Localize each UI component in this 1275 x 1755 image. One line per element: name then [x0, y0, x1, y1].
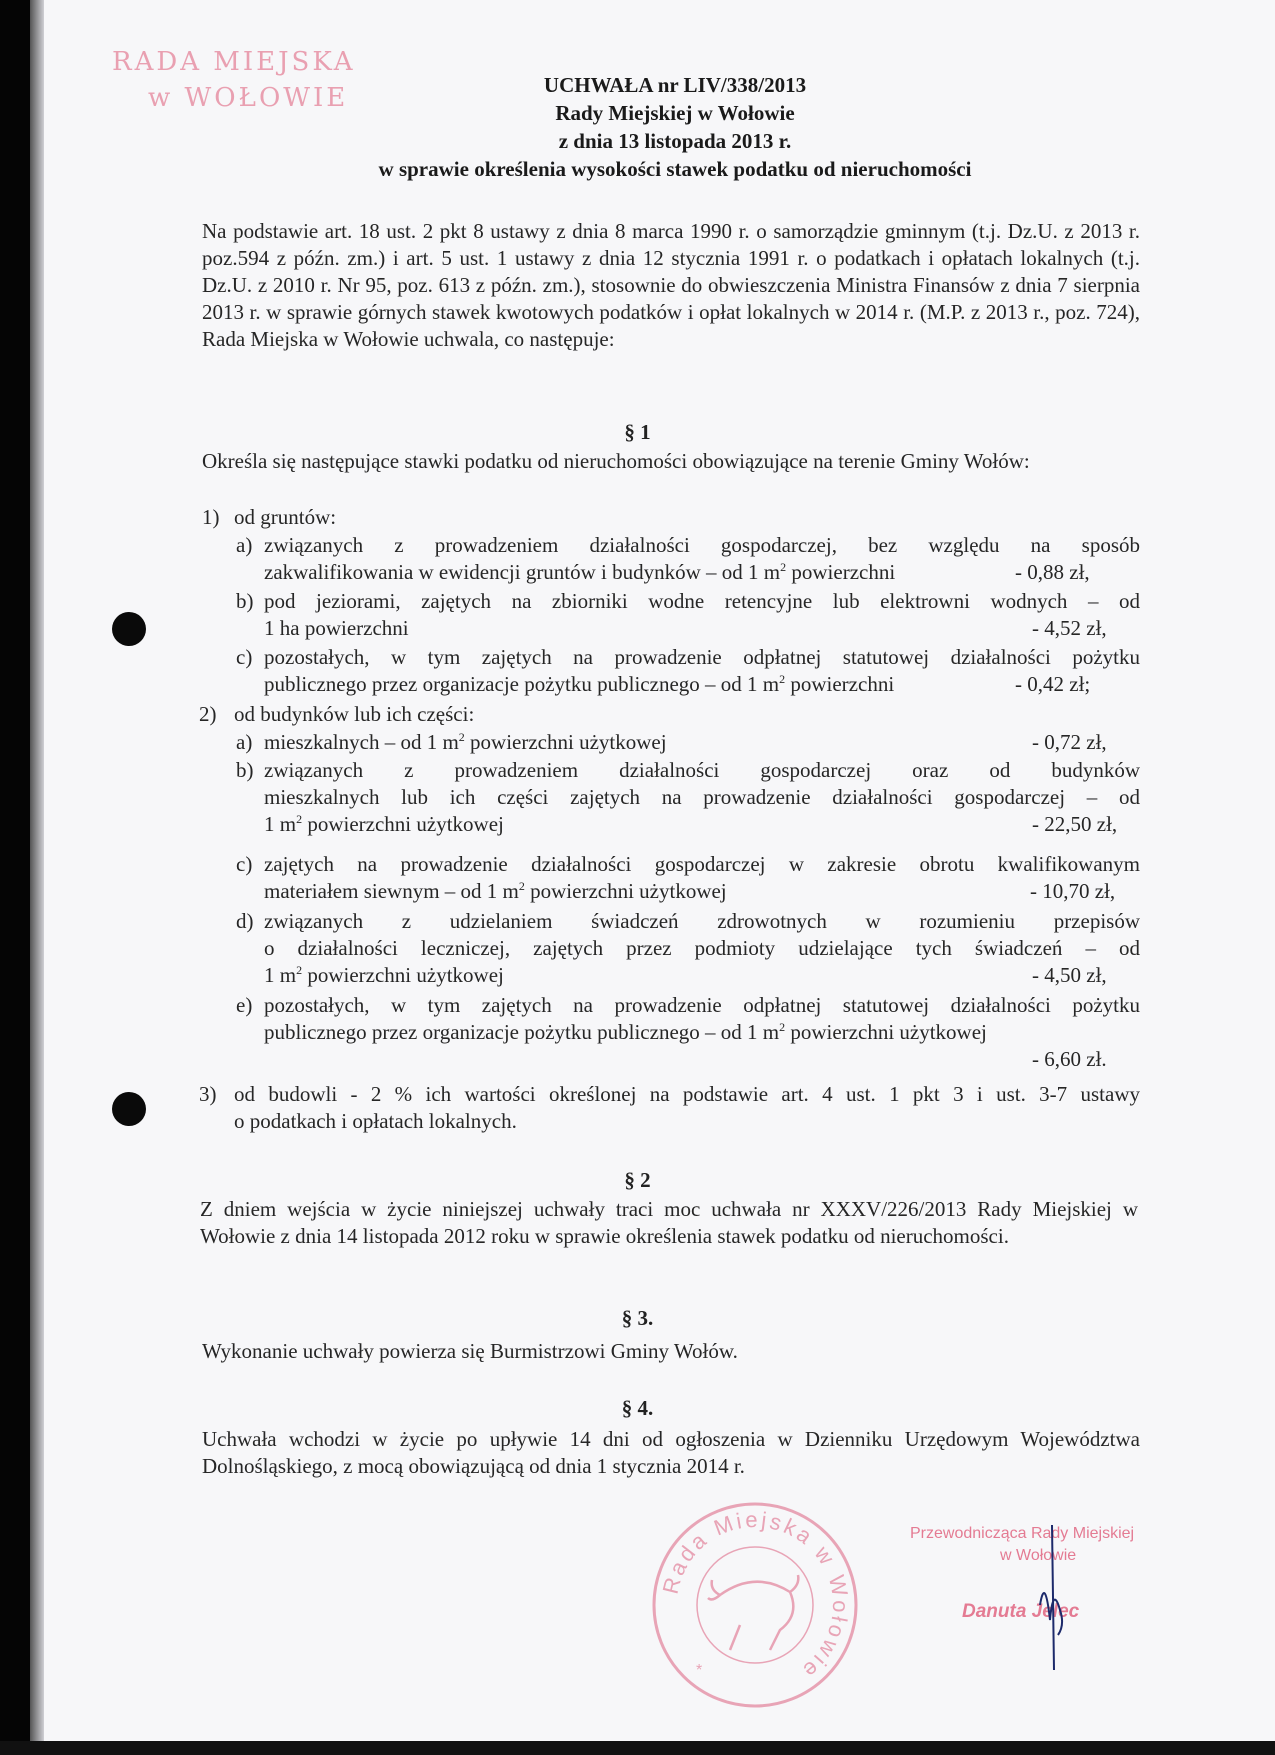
item-2c-line-1: zajętych na prowadzenie działalności gospodarczej w zakresie obrotu kwalifikowanym — [264, 852, 1140, 876]
item-2e-letter: e) — [236, 993, 253, 1017]
rate-2c-amount: - 10,70 zł, — [1030, 879, 1116, 903]
item-1c-letter: c) — [236, 645, 253, 669]
section-4-title: § 4. — [621, 1396, 654, 1420]
signature-place: w Wołowie — [1000, 1547, 1077, 1564]
item-2b-line-3: 1 $m^2$ powierzchni użytkowej — [264, 812, 504, 836]
item-1b-line-2: 1 ha powierzchni — [264, 616, 409, 640]
item-2b-letter: b) — [236, 758, 254, 782]
item-2b-line-2: mieszkalnych lub ich części zajętych na prowadzenie działalności gospodarczej – od — [264, 785, 1140, 809]
resolution-issuer: Rady Miejskiej w Wołowie — [555, 101, 795, 125]
section-2-title: § 2 — [624, 1168, 651, 1192]
item-2-label: od budynków lub ich części: — [234, 702, 475, 726]
section-3-text: Wykonanie uchwały powierza się Burmistrzowi Gminy Wołów. — [202, 1339, 738, 1363]
round-seal-icon — [650, 1500, 860, 1710]
item-1a-line-2: zakwalifikowania w ewidencji gruntów i budynków – od 1 $m^2$ powierzchni — [264, 560, 896, 584]
resolution-date: z dnia 13 listopada 2013 r. — [558, 129, 792, 153]
scan-edge-bottom — [0, 1741, 1275, 1755]
item-2e-line-1: pozostałych, w tym zajętych na prowadzenie odpłatnej statutowej działalności pożytku — [264, 993, 1140, 1017]
punch-hole-icon — [112, 1092, 146, 1126]
handwritten-signature-icon — [1020, 1525, 1080, 1675]
seal-text: Rada Miejska w Wołowie — [657, 1506, 854, 1685]
item-1a-line-1: związanych z prowadzeniem działalności gospodarczej, bez względu na sposób — [264, 533, 1140, 557]
item-3-line-2: o podatkach i opłatach lokalnych. — [234, 1109, 517, 1133]
section-4-text: Uchwała wchodzi w życie po upływie 14 dni od ogłoszenia w Dzienniku Urzędowym Województwa Dolnośląskiego, z mocą obowiązującą od dnia 1 stycznia 2014 r. — [202, 1427, 1140, 1478]
preamble: Na podstawie art. 18 ust. 2 pkt 8 ustawy z dnia 8 marca 1990 r. o samorządzie gminnym (t.j. Dz.U. z 2013 r. poz.594 z późn. zm.) i art. 5 ust. 1 ustawy z dnia 12 stycznia 1991 r. o podatkach i opłatach lokalnych (t.j. Dz.U. z 2010 r. Nr 95, poz. 613 z późn. zm.), stosownie do obwieszczenia Ministra Finansów z dnia 7 sierpnia 2013 r. w sprawie górnych stawek kwotowych podatków i opłat lokalnych w 2014 r. (M.P. z 2013 r., poz. 724), Rada Miejska w Wołowie uchwala, co następuje: — [202, 219, 1140, 351]
item-3-line-1: od budowli - 2 % ich wartości określonej na podstawie art. 4 ust. 1 pkt 3 i ust. 3-7 ustawy — [234, 1082, 1140, 1106]
section-1-intro: Określa się następujące stawki podatku od nieruchomości obowiązujące na terenie Gminy Wołów: — [202, 449, 1030, 473]
rate-1c-amount: - 0,42 zł; — [1015, 672, 1091, 696]
item-2d-line-2: o działalności leczniczej, zajętych przez podmioty udzielające tych świadczeń – od — [264, 936, 1140, 960]
item-1a-letter: a) — [236, 533, 253, 557]
item-2a-line-1: mieszkalnych – od 1 $m^2$ powierzchni użytkowej — [264, 730, 667, 754]
item-3-number: 3) — [199, 1082, 217, 1106]
rate-2d-amount: - 4,50 zł, — [1032, 963, 1107, 987]
item-2e-line-2: publicznego przez organizacje pożytku publicznego – od 1 $m^2$ powierzchni użytkowej — [264, 1020, 987, 1044]
ox-emblem-icon — [708, 1575, 798, 1650]
stamp-line-1: RADA MIEJSKA — [112, 47, 356, 77]
item-2c-line-2: materiałem siewnym – od 1 $m^2$ powierzchni użytkowej — [264, 879, 727, 903]
item-2a-letter: a) — [236, 730, 253, 754]
item-1b-letter: b) — [236, 589, 254, 613]
section-3-title: § 3. — [621, 1306, 654, 1330]
item-2c-letter: c) — [236, 852, 253, 876]
item-1c-line-2: publicznego przez organizacje pożytku publicznego – od 1 $m^2$ powierzchni — [264, 672, 895, 696]
item-1c-line-1: pozostałych, w tym zajętych na prowadzenie odpłatnej statutowej działalności pożytku — [264, 645, 1140, 669]
rate-2e-amount: - 6,60 zł. — [1032, 1047, 1107, 1071]
signature-title: Przewodnicząca Rady Miejskiej — [910, 1525, 1135, 1542]
resolution-heading — [270, 71, 1080, 183]
item-2d-line-1: związanych z udzielaniem świadczeń zdrowotnych w rozumieniu przepisów — [264, 909, 1140, 933]
item-2b-line-1: związanych z prowadzeniem działalności gospodarczej oraz od budynków — [264, 758, 1140, 782]
resolution-number: UCHWAŁA nr LIV/338/2013 — [543, 73, 807, 97]
item-2d-letter: d) — [236, 909, 254, 933]
item-1-label: od gruntów: — [234, 505, 337, 529]
item-2-number: 2) — [199, 702, 217, 726]
punch-hole-icon — [112, 612, 146, 646]
item-2d-line-3: 1 $m^2$ powierzchni użytkowej — [264, 963, 504, 987]
rate-2a-amount: - 0,72 zł, — [1032, 730, 1107, 754]
section-2-text: Z dniem wejścia w życie niniejszej uchwały traci moc uchwała nr XXXV/226/2013 Rady Miejskiej w Wołowie z dnia 14 listopada 2012 roku w sprawie określenia stawek podatku od nieruchomości. — [200, 1197, 1138, 1248]
scan-edge-left — [0, 0, 30, 1755]
seal-star-icon: * — [696, 1662, 703, 1679]
item-1-number: 1) — [202, 505, 220, 529]
signature-name: Danuta Jelec — [962, 1601, 1080, 1622]
item-1b-line-1: pod jeziorami, zajętych na zbiorniki wodne retencyjne lub elektrowni wodnych – od — [264, 589, 1140, 613]
stamp-line-2: w WOŁOWIE — [148, 83, 349, 113]
resolution-subject: w sprawie określenia wysokości stawek podatku od nieruchomości — [378, 157, 972, 181]
rate-2b-amount: - 22,50 zł, — [1032, 812, 1118, 836]
rate-1b-amount: - 4,52 zł, — [1032, 616, 1107, 640]
section-1-title: § 1 — [624, 420, 651, 444]
scan-edge-shadow — [30, 0, 44, 1755]
chairwoman-signature-stamp — [900, 1525, 1180, 1675]
rate-1a-amount: - 0,88 zł, — [1015, 560, 1090, 584]
